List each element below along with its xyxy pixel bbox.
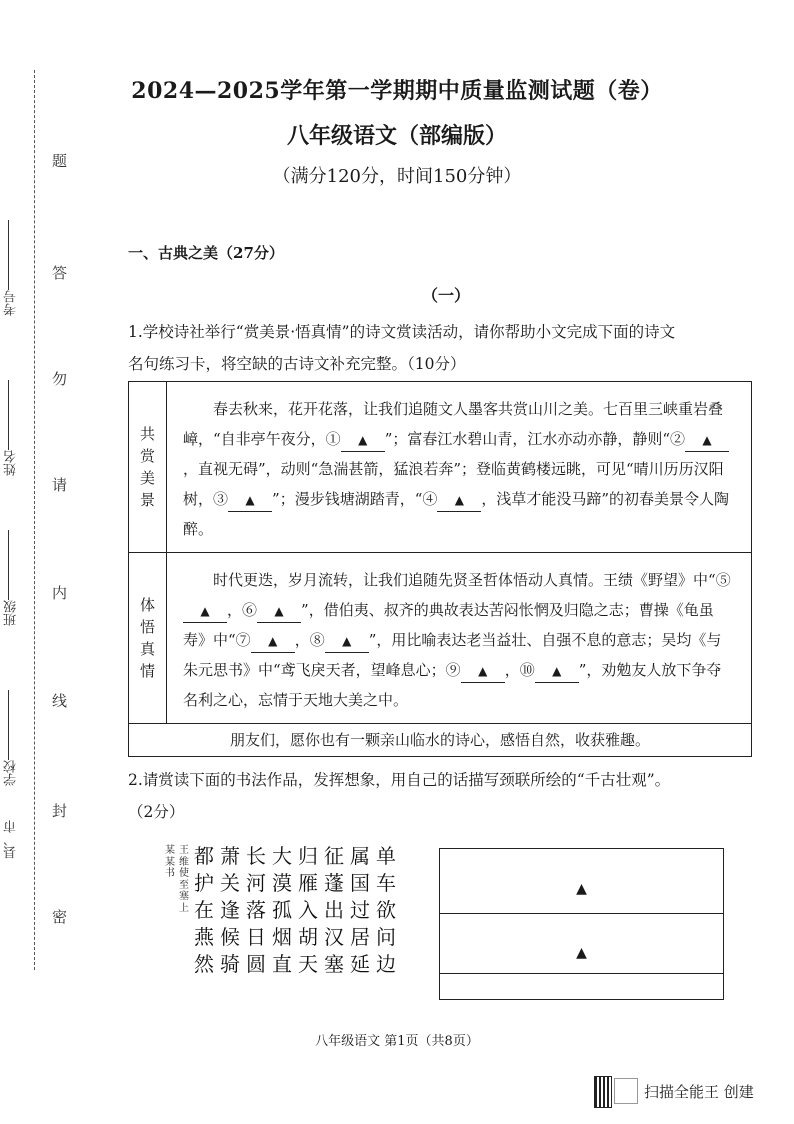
qr-code-icon (594, 1076, 612, 1108)
calligraphy-column (296, 843, 320, 978)
section-title: 一、古典之美（27分） (128, 244, 284, 262)
seal-char: 封 (52, 802, 68, 820)
row-label-scenery: 共 赏 美 景 (129, 382, 167, 553)
calligraphy-char: 大 (272, 844, 292, 868)
answer-blank-5[interactable]: ▲ (183, 599, 227, 623)
calligraphy-inscription: 王维使至塞上 (179, 845, 189, 914)
exam-score-time: （满分120分，时间150分钟） (272, 166, 522, 187)
calligraphy-char: 塞 (324, 952, 344, 976)
calligraphy-char: 日 (246, 925, 266, 949)
calligraphy-column (270, 843, 294, 978)
row-label-emotion: 体 悟 真 情 (129, 553, 167, 724)
calligraphy-char: 属 (350, 844, 370, 868)
calligraphy-column (322, 843, 346, 978)
name-field[interactable]: 姓名 (2, 380, 30, 476)
answer-blank-2[interactable]: ▲ (685, 428, 729, 452)
calligraphy-char: 居 (350, 925, 370, 949)
answer-blank-7[interactable]: ▲ (251, 629, 295, 653)
part-label: （一） (422, 286, 471, 305)
calligraphy-char: 落 (246, 898, 266, 922)
answer-blank-8[interactable]: ▲ (325, 629, 369, 653)
county-field: 县、市 (4, 820, 19, 859)
calligraphy-char: 雁 (298, 871, 318, 895)
calligraphy-char: 在 (194, 898, 214, 922)
seal-char: 密 (52, 908, 68, 926)
row-text-emotion: 时代更迭，岁月流转，让我们追随先贤圣哲体悟动人真情。王绩《野望》中“⑤▲ ，⑥ ▲ ”，借伯夷、叔齐的典故表达苦闷怅惘及归隐之志；曹操《龟虽寿》中“⑦ ▲ ，⑧ ▲ ”，用比喻表达老当益壮、自强不息的意志；吴均《与朱元思书》中“鸢飞戾天者，望峰息心；⑨ ▲ ，⑩ ▲ ”，劝勉友人放下争夺名利之心，忘情于天地大美之中。 (167, 553, 752, 724)
answer-mark: ▲ (576, 945, 587, 961)
scanner-label: 扫描全能王 创建 (644, 1083, 754, 1101)
question-1-text: 1.学校诗社举行“赏美景·悟真情”的诗文赏读活动，请你帮助小文完成下面的诗文 名句练习卡，将空缺的古诗文补充完整。（10分） (128, 323, 676, 373)
calligraphy-char: 燕 (194, 925, 214, 949)
calligraphy-char: 归 (298, 844, 318, 868)
calligraphy-char: 问 (376, 925, 396, 949)
calligraphy-char: 过 (350, 898, 370, 922)
answer-blank-3[interactable]: ▲ (228, 488, 272, 512)
calligraphy-char: 长 (246, 844, 266, 868)
card-closing-text: 朋友们，愿你也有一颗亲山临水的诗心，感悟自然，收获雅趣。 (129, 724, 752, 757)
exam-number-field[interactable]: 考号 (2, 220, 30, 316)
calligraphy-char: 胡 (298, 925, 318, 949)
question-2-text: 2.请赏读下面的书法作品，发挥想象，用自己的话描写颈联所绘的“千古壮观”。 （2分） (128, 771, 671, 821)
seal-char: 答 (52, 264, 68, 282)
calligraphy-char: 欲 (376, 898, 396, 922)
calligraphy-char: 蓬 (324, 871, 344, 895)
calligraphy-char: 关 (220, 871, 240, 895)
class-field[interactable]: 班级 (2, 530, 30, 626)
calligraphy-char: 逢 (220, 898, 240, 922)
calligraphy-char: 漠 (272, 871, 292, 895)
row-scenery (129, 382, 752, 553)
seal-char: 请 (52, 476, 68, 494)
binding-dashed-line (34, 70, 35, 970)
seal-char: 勿 (52, 370, 68, 388)
seal-char: 题 (52, 152, 68, 170)
calligraphy-artwork (160, 843, 400, 993)
answer-line (440, 973, 723, 974)
answer-blank-6[interactable]: ▲ (257, 599, 301, 623)
seal-char: 线 (52, 692, 68, 710)
calligraphy-char: 边 (376, 952, 396, 976)
exam-title: 2024—2025学年第一学期期中质量监测试题（卷） (131, 78, 663, 104)
calligraphy-char: 圆 (246, 952, 266, 976)
calligraphy-char: 征 (324, 844, 344, 868)
answer-blank-10[interactable]: ▲ (535, 659, 579, 683)
calligraphy-char: 都 (194, 844, 214, 868)
calligraphy-char: 护 (194, 871, 214, 895)
calligraphy-char: 汉 (324, 925, 344, 949)
row-text-scenery: 春去秋来，花开花落，让我们追随文人墨客共赏山川之美。七百里三峡重岩叠嶂，“自非亭午夜分，① ▲ ”；富春江水碧山青，江水亦动亦静，静则“② ▲，直视无碍”，动则“急湍甚箭，猛浪若奔”；登临黄鹤楼远眺，可见“晴川历历汉阳树，③ ▲ ”；漫步钱塘湖踏青，“④ ▲ ，浅草才能没马蹄”的初春美景令人陶醉。 (167, 382, 752, 553)
calligraphy-char: 单 (376, 844, 396, 868)
calligraphy-char: 骑 (220, 952, 240, 976)
calligraphy-char: 延 (350, 952, 370, 976)
calligraphy-column (348, 843, 372, 978)
poem-practice-card (128, 381, 752, 757)
calligraphy-char: 直 (272, 952, 292, 976)
calligraphy-column (374, 843, 398, 978)
answer-blank-1[interactable]: ▲ (341, 428, 385, 452)
calligraphy-char: 萧 (220, 844, 240, 868)
scanner-watermark (594, 1074, 784, 1110)
answer-blank-4[interactable]: ▲ (437, 488, 481, 512)
school-field[interactable]: 学校 (2, 690, 30, 786)
calligraphy-char: 孤 (272, 898, 292, 922)
calligraphy-char: 国 (350, 871, 370, 895)
calligraphy-char: 天 (298, 952, 318, 976)
calligraphy-char: 烟 (272, 925, 292, 949)
calligraphy-char: 然 (194, 952, 214, 976)
answer-box-q2[interactable] (439, 848, 724, 1000)
calligraphy-char: 车 (376, 871, 396, 895)
exam-subtitle: 八年级语文（部编版） (286, 123, 507, 149)
row-footer (129, 724, 752, 757)
calligraphy-char: 河 (246, 871, 266, 895)
row-emotion (129, 553, 752, 724)
calligraphy-char: 出 (324, 898, 344, 922)
calligraphy-char: 候 (220, 925, 240, 949)
answer-mark: ▲ (576, 881, 587, 897)
calligraphy-column (192, 843, 216, 978)
calligraphy-signature: 某某书 (165, 845, 175, 879)
page-number: 八年级语文 第1页（共8页） (315, 1034, 479, 1049)
calligraphy-column (244, 843, 268, 978)
answer-blank-9[interactable]: ▲ (461, 659, 505, 683)
calligraphy-char: 入 (298, 898, 318, 922)
answer-line (440, 913, 723, 914)
scanner-app-icon (614, 1078, 638, 1104)
seal-char: 内 (52, 584, 68, 602)
calligraphy-column (218, 843, 242, 978)
